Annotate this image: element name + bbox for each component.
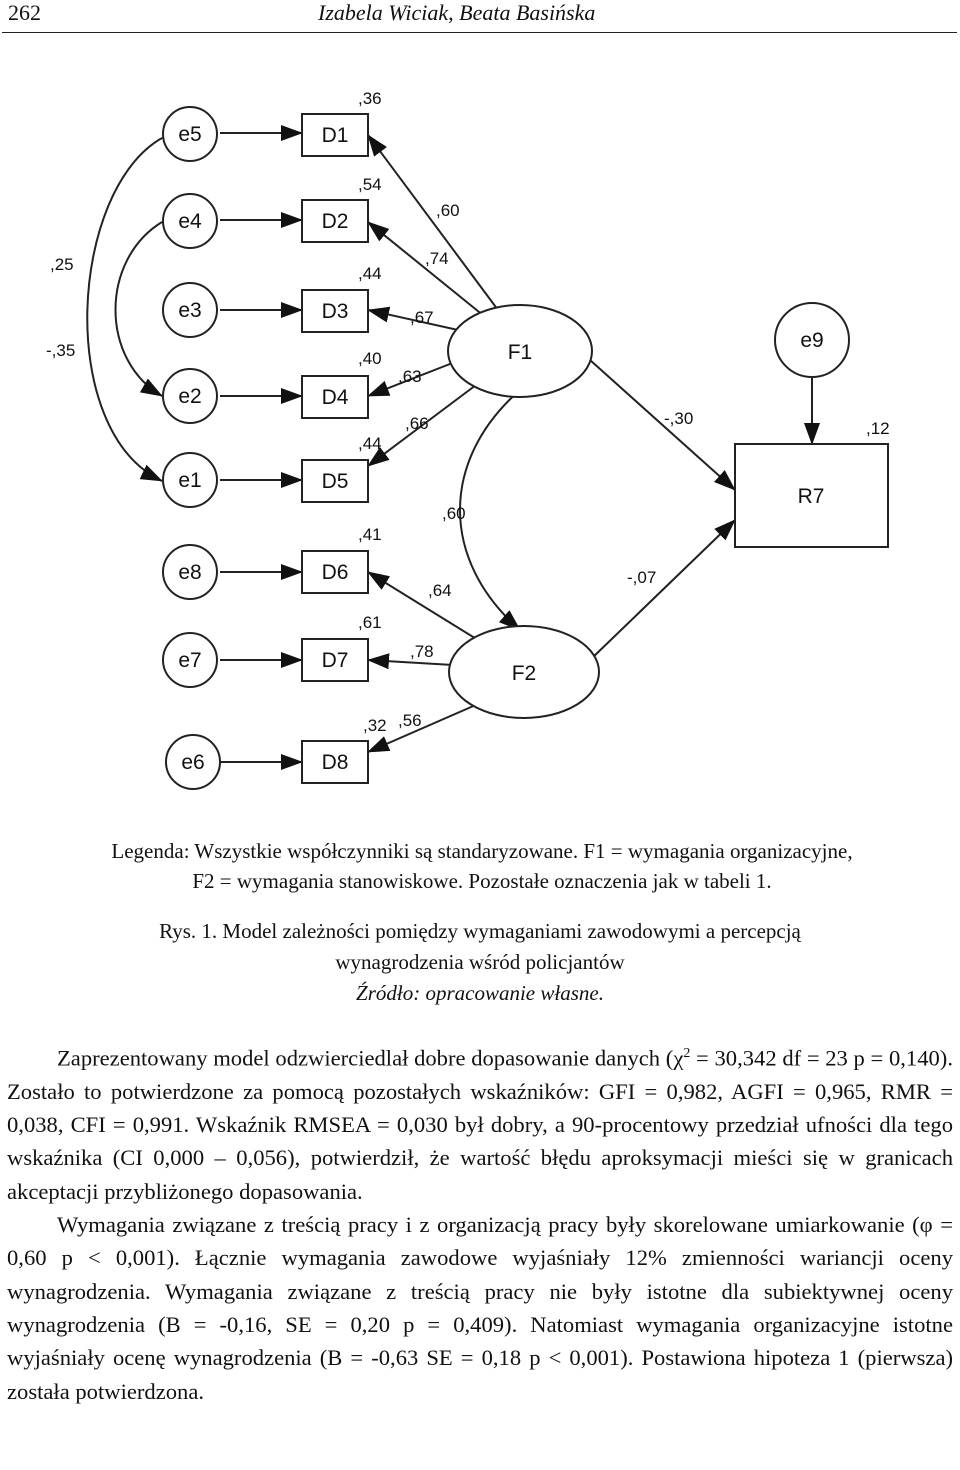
paragraph-1: [7, 1037, 953, 1208]
label-d1: D1: [321, 124, 349, 147]
r2-d5: ,44: [358, 434, 382, 453]
loading-d3: ,67: [410, 308, 434, 327]
label-d7: D7: [321, 649, 349, 672]
r2-d1: ,36: [358, 89, 382, 108]
label-d8: D8: [321, 751, 349, 774]
page-header: [0, 0, 960, 30]
loading-d4: ,63: [398, 367, 422, 386]
figure-caption: [0, 916, 960, 1009]
caption-source: Źródło: opracowanie własne.: [356, 981, 604, 1005]
cov-e5-e1-coef: ,25: [50, 255, 74, 274]
label-e6: e6: [181, 751, 205, 774]
label-d2: D2: [321, 210, 349, 233]
cov-arc-f1-f2: [460, 390, 520, 630]
legend-line-2: F2 = wymagania stanowiskowe. Pozostałe oznaczenia jak w tabeli 1.: [192, 869, 772, 893]
path-f1-r7-coef: -,30: [664, 409, 694, 428]
paragraph-1-rest: = 30,342 df = 23 p = 0,140). Zostało to potwierdzone za pomocą pozostałych wskaźników: GFI = 0,982, AGFI = 0,965, RMR = 0,038, CFI = 0,991. Wskaźnik RMSEA = 0,030 był dobry, a 90-procentowy przedział ufności dla tego wskaźnika (CI 0,000 – 0,056), potwierdził, że wartość błędu aproksymacji mieści się w granicach akceptacji przybliżonego dopasowania.: [7, 1045, 953, 1204]
body-text: [7, 1037, 953, 1408]
label-e4: e4: [178, 210, 202, 233]
label-d3: D3: [321, 300, 349, 323]
legend-line-1: Legenda: Wszystkie współczynniki są standaryzowane. F1 = wymagania organizacyjne,: [111, 839, 853, 863]
label-e3: e3: [178, 299, 202, 322]
cov-arc-e5-e1: [87, 138, 162, 481]
label-e8: e8: [178, 561, 202, 584]
label-d6: D6: [321, 561, 349, 584]
label-e9: e9: [800, 329, 824, 352]
label-e2: e2: [178, 385, 202, 408]
label-f1: F1: [507, 341, 533, 364]
loading-d5: ,66: [405, 414, 429, 433]
loading-d2: ,74: [425, 249, 449, 268]
arrow-f1-d1: [368, 135, 498, 310]
loading-d8: ,56: [398, 711, 422, 730]
paragraph-1-start: Zaprezentowany model odzwierciedlał dobre dopasowanie danych (χ: [57, 1045, 684, 1071]
paragraph-2: Wymagania związane z treścią pracy i z organizacją pracy były skorelowane umiarkowanie (φ = 0,60 p < 0,001). Łącznie wymagania zawodowe wyjaśniały 12% zmienności wariancji oceny wynagrodzenia. Wymagania związane z treścią pracy nie były istotne dla subiektywnej oceny wynagrodzenia (B = -0,16, SE = 0,20 p = 0,409). Natomiast wymagania organizacyjne istotne wyjaśniały ocenę wynagrodzenia (B = -0,63 SE = 0,18 p < 0,001). Postawiona hipoteza 1 (pierwsza) została potwierdzona.: [7, 1212, 953, 1404]
r2-d8: ,32: [363, 716, 387, 735]
path-f2-r7-coef: -,07: [627, 568, 657, 587]
label-f2: F2: [511, 662, 537, 685]
figure-legend: [12, 836, 952, 896]
r2-d3: ,44: [358, 264, 382, 283]
label-r7: R7: [797, 485, 825, 508]
label-d4: D4: [321, 386, 349, 409]
arrow-f2-d6: [368, 572, 478, 640]
label-d5: D5: [321, 470, 349, 493]
chi-square-superscript: 2: [683, 1046, 691, 1061]
label-e1: e1: [178, 469, 202, 492]
running-head-authors: Izabela Wiciak, Beata Basińska: [318, 0, 596, 25]
page-number: 262: [8, 0, 41, 25]
sem-path-diagram: [0, 60, 960, 820]
cov-arc-e4-e2: [116, 222, 163, 396]
r2-d4: ,40: [358, 349, 382, 368]
label-e7: e7: [178, 649, 202, 672]
cov-f1-f2-coef: ,60: [442, 504, 466, 523]
header-rule: [2, 32, 957, 33]
arrow-f1-r7: [590, 360, 735, 490]
loading-d1: ,60: [436, 201, 460, 220]
caption-line-1: Rys. 1. Model zależności pomiędzy wymaganiami zawodowymi a percepcją: [159, 919, 801, 943]
r2-d6: ,41: [358, 525, 382, 544]
loading-d7: ,78: [410, 642, 434, 661]
loading-d6: ,64: [428, 581, 452, 600]
r2-d7: ,61: [358, 613, 382, 632]
arrow-f2-r7: [590, 520, 735, 660]
r2-r7: ,12: [866, 419, 890, 438]
caption-line-2: wynagrodzenia wśród policjantów: [335, 950, 625, 974]
label-e5: e5: [178, 123, 202, 146]
r2-d2: ,54: [358, 175, 382, 194]
cov-e4-e2-coef: -,35: [46, 341, 76, 360]
